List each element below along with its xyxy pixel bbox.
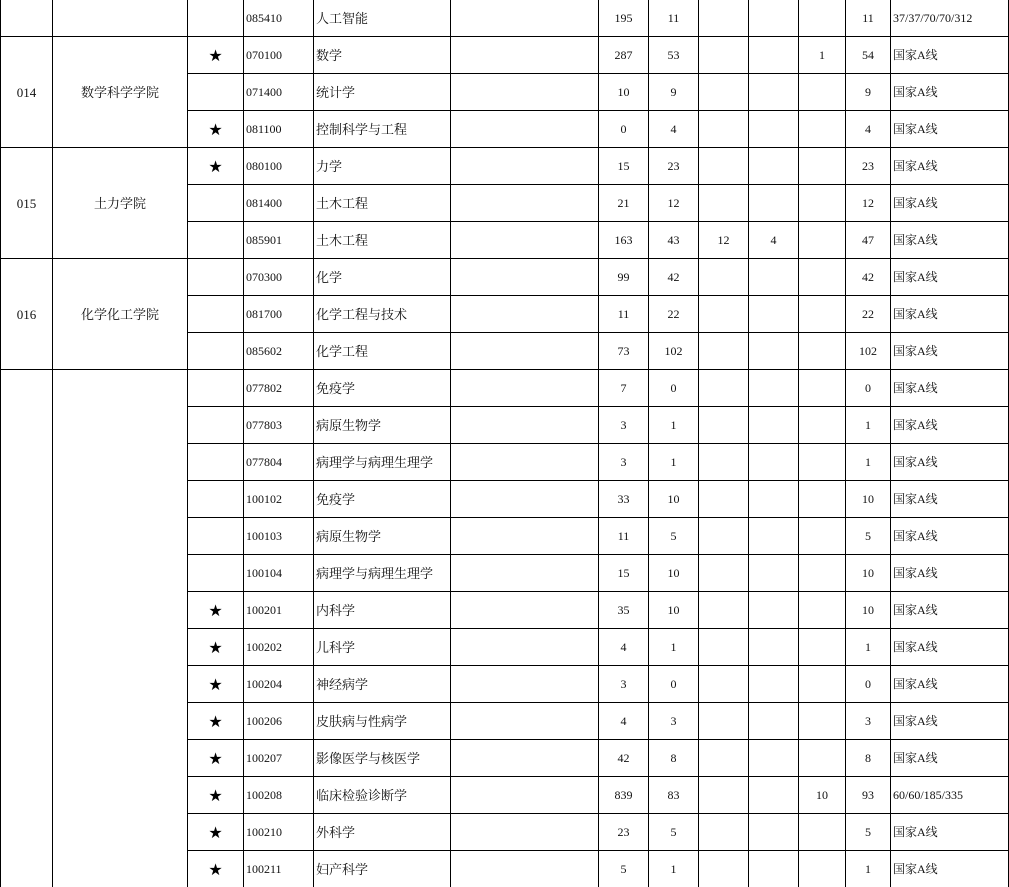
star-icon: ★ [208,46,223,65]
admit-count: 1 [670,640,677,654]
extra-count-b [749,666,798,703]
applicants-count: 99 [617,270,630,284]
star-icon: ★ [208,712,223,731]
final-count: 4 [865,122,871,136]
major-name: 外科学 [316,825,356,840]
extra-count-b [749,259,798,296]
extra-count-a [699,555,748,592]
final-count: 1 [865,640,871,654]
applicants-count: 23 [617,825,630,839]
admit-count: 0 [670,381,677,395]
major-code: 077802 [246,381,282,395]
extra-count-a [699,851,748,887]
major-code: 100202 [246,640,282,654]
final-count: 1 [865,862,871,876]
extra-count-b [749,148,798,185]
score-line: 国家A线 [893,344,938,358]
major-code: 100103 [246,529,282,543]
extra-count-c [799,407,845,444]
final-count: 93 [862,788,874,802]
final-count: 10 [862,566,874,580]
admit-count: 1 [670,455,677,469]
extra-count-c [799,370,845,407]
applicants-count: 287 [614,48,633,62]
extra-count-a [699,148,748,185]
extra-count-c [799,333,845,370]
extra-count-b [749,407,798,444]
final-count: 8 [865,751,871,765]
extra-count-c [799,185,845,222]
extra-count-b [749,777,798,814]
admit-count: 1 [670,418,677,432]
extra-count-a [699,629,748,666]
major-name: 内科学 [316,603,356,618]
major-name: 病理学与病理生理学 [316,455,434,470]
extra-count-b [749,111,798,148]
applicants-count: 839 [614,788,633,802]
applicants-count: 11 [617,307,630,321]
major-code: 100208 [246,788,282,802]
admit-count: 102 [664,344,683,358]
extra-count-a [699,814,748,851]
extra-count-a [699,370,748,407]
applicants-count: 0 [620,122,627,136]
extra-count-c [799,851,845,887]
extra-count-a [699,703,748,740]
extra-count-c [799,111,845,148]
major-name: 控制科学与工程 [316,122,408,137]
final-count: 102 [859,344,877,358]
final-count: 11 [862,11,874,25]
applicants-count: 21 [617,196,630,210]
admit-count: 5 [670,825,677,839]
score-line: 国家A线 [893,48,938,62]
major-code: 085410 [246,11,282,25]
applicants-count: 4 [620,714,627,728]
extra-count-b [749,296,798,333]
final-count: 10 [862,603,874,617]
admit-count: 3 [670,714,677,728]
applicants-count: 33 [617,492,630,506]
major-name: 病原生物学 [316,529,382,544]
major-code: 081700 [246,307,282,321]
college-name: 化学化工学院 [80,307,159,322]
college-code: 016 [16,307,37,322]
admit-count: 9 [670,85,677,99]
extra-count-b [749,370,798,407]
extra-count-c [799,555,845,592]
applicants-count: 10 [617,85,630,99]
major-name: 影像医学与核医学 [316,751,421,766]
extra-count-c [799,444,845,481]
extra-count-c [799,481,845,518]
major-code: 085602 [246,344,282,358]
major-name: 化学工程与技术 [316,307,408,322]
score-line: 国家A线 [893,381,938,395]
major-name: 化学 [316,270,343,285]
major-name: 化学工程 [316,344,369,359]
extra-count-a [699,518,748,555]
extra-count-b [749,481,798,518]
score-line: 国家A线 [893,492,938,506]
final-count: 5 [865,825,871,839]
major-name: 妇产科学 [316,862,369,877]
extra-count-c [799,296,845,333]
extra-count-b [749,74,798,111]
major-name: 土木工程 [316,196,369,211]
major-name: 儿科学 [316,640,356,655]
extra-count-c [799,0,845,37]
final-count: 1 [865,418,871,432]
score-line: 国家A线 [893,455,938,469]
score-line: 国家A线 [893,159,938,173]
extra-count-c [799,814,845,851]
score-line: 国家A线 [893,677,938,691]
major-name: 皮肤病与性病学 [316,714,408,729]
extra-count-b [749,814,798,851]
star-icon: ★ [208,823,223,842]
extra-count-b [749,851,798,887]
major-code: 085901 [246,233,282,247]
major-code: 100210 [246,825,282,839]
extra-count-b [749,703,798,740]
admit-count: 43 [667,233,680,247]
major-code: 070300 [246,270,282,284]
extra-count-a [699,740,748,777]
extra-count-b [749,444,798,481]
final-count: 1 [865,455,871,469]
score-line: 国家A线 [893,714,938,728]
major-name: 人工智能 [316,11,369,26]
admit-count: 53 [667,48,680,62]
extra-count-c [799,148,845,185]
extra-count-b [749,555,798,592]
applicants-count: 42 [617,751,630,765]
major-code: 081400 [246,196,282,210]
score-line: 国家A线 [893,196,938,210]
applicants-count: 11 [617,529,630,543]
major-name: 数学 [316,48,343,63]
extra-count-b [749,518,798,555]
major-code: 071400 [246,85,282,99]
admit-count: 12 [667,196,680,210]
major-name: 土木工程 [316,233,369,248]
extra-count-a [699,185,748,222]
star-icon: ★ [208,601,223,620]
extra-count-b: 4 [770,233,777,247]
score-line: 国家A线 [893,640,938,654]
extra-count-c: 1 [819,48,825,62]
major-code: 100211 [246,862,282,876]
final-count: 5 [865,529,871,543]
extra-count-b [749,37,798,74]
major-code: 070100 [246,48,282,62]
admit-count: 5 [670,529,677,543]
extra-count-a [699,259,748,296]
score-line: 37/37/70/70/312 [893,11,973,25]
final-count: 42 [862,270,874,284]
major-name: 免疫学 [316,381,356,396]
extra-count-b [749,0,798,37]
score-line: 国家A线 [893,566,938,580]
extra-count-a [699,481,748,518]
admit-count: 8 [670,751,677,765]
extra-count-c [799,259,845,296]
extra-count-a [699,333,748,370]
applicants-count: 3 [620,455,627,469]
admit-count: 10 [667,566,680,580]
final-count: 3 [865,714,871,728]
college-name: 数学科学学院 [80,85,159,100]
extra-count-c [799,222,845,259]
extra-count-a [699,444,748,481]
final-count: 9 [865,85,871,99]
final-count: 0 [865,677,871,691]
star-icon: ★ [208,786,223,805]
admit-count: 10 [667,492,680,506]
admit-count: 1 [670,862,677,876]
final-count: 12 [862,196,874,210]
major-name: 神经病学 [316,677,369,692]
college-code: 014 [16,85,37,100]
extra-count-a [699,111,748,148]
extra-count-b [749,185,798,222]
final-count: 22 [862,307,874,321]
star-icon: ★ [208,120,223,139]
major-name: 病理学与病理生理学 [316,566,434,581]
score-line: 国家A线 [893,85,938,99]
extra-count-c [799,666,845,703]
extra-count-b [749,592,798,629]
applicants-count: 5 [620,862,627,876]
extra-count-b [749,740,798,777]
score-line: 国家A线 [893,307,938,321]
extra-count-a [699,777,748,814]
major-code: 100207 [246,751,282,765]
major-code: 081100 [246,122,282,136]
applicants-count: 15 [617,566,630,580]
admit-count: 22 [667,307,680,321]
extra-count-b [749,333,798,370]
extra-count-a [699,407,748,444]
extra-count-c [799,74,845,111]
extra-count-a [699,592,748,629]
star-icon: ★ [208,749,223,768]
extra-count-c [799,629,845,666]
applicants-count: 15 [617,159,630,173]
star-icon: ★ [208,157,223,176]
score-line: 国家A线 [893,603,938,617]
extra-count-a [699,37,748,74]
score-line: 国家A线 [893,418,938,432]
applicants-count: 163 [614,233,633,247]
extra-count-a [699,666,748,703]
final-count: 23 [862,159,874,173]
major-code: 100104 [246,566,282,580]
admit-count: 4 [670,122,677,136]
final-count: 54 [862,48,874,62]
star-icon: ★ [208,675,223,694]
star-icon: ★ [208,860,223,879]
major-code: 100201 [246,603,282,617]
major-code: 077803 [246,418,282,432]
major-code: 100206 [246,714,282,728]
extra-count-a: 12 [717,233,730,247]
major-code: 100204 [246,677,282,691]
admit-count: 0 [670,677,677,691]
final-count: 47 [862,233,874,247]
score-line: 60/60/185/335 [893,788,964,802]
final-count: 0 [865,381,871,395]
applicants-count: 35 [617,603,630,617]
extra-count-a [699,0,748,37]
applicants-count: 73 [617,344,630,358]
college-code: 015 [16,196,37,211]
admit-count: 83 [667,788,680,802]
extra-count-a [699,74,748,111]
major-code: 077804 [246,455,282,469]
score-line: 国家A线 [893,751,938,765]
extra-count-c [799,518,845,555]
major-name: 临床检验诊断学 [316,788,408,803]
score-line: 国家A线 [893,122,938,136]
major-name: 病原生物学 [316,418,382,433]
admit-count: 42 [667,270,680,284]
final-count: 10 [862,492,874,506]
admit-count: 23 [667,159,680,173]
applicants-count: 195 [614,11,633,25]
major-name: 免疫学 [316,492,356,507]
applicants-count: 3 [620,418,627,432]
applicants-count: 3 [620,677,627,691]
admit-count: 10 [667,603,680,617]
score-line: 国家A线 [893,270,938,284]
major-code: 100102 [246,492,282,506]
extra-count-c [799,703,845,740]
major-code: 080100 [246,159,282,173]
applicants-count: 4 [620,640,627,654]
score-line: 国家A线 [893,825,938,839]
applicants-count: 7 [620,381,627,395]
major-name: 力学 [316,159,343,174]
extra-count-a [699,296,748,333]
score-line: 国家A线 [893,529,938,543]
score-line: 国家A线 [893,233,938,247]
admit-count: 11 [667,11,680,25]
extra-count-c: 10 [816,788,828,802]
extra-count-b [749,629,798,666]
college-name: 土力学院 [93,196,146,211]
extra-count-c [799,740,845,777]
star-icon: ★ [208,638,223,657]
score-line: 国家A线 [893,862,938,876]
extra-count-c [799,592,845,629]
major-name: 统计学 [316,85,356,100]
